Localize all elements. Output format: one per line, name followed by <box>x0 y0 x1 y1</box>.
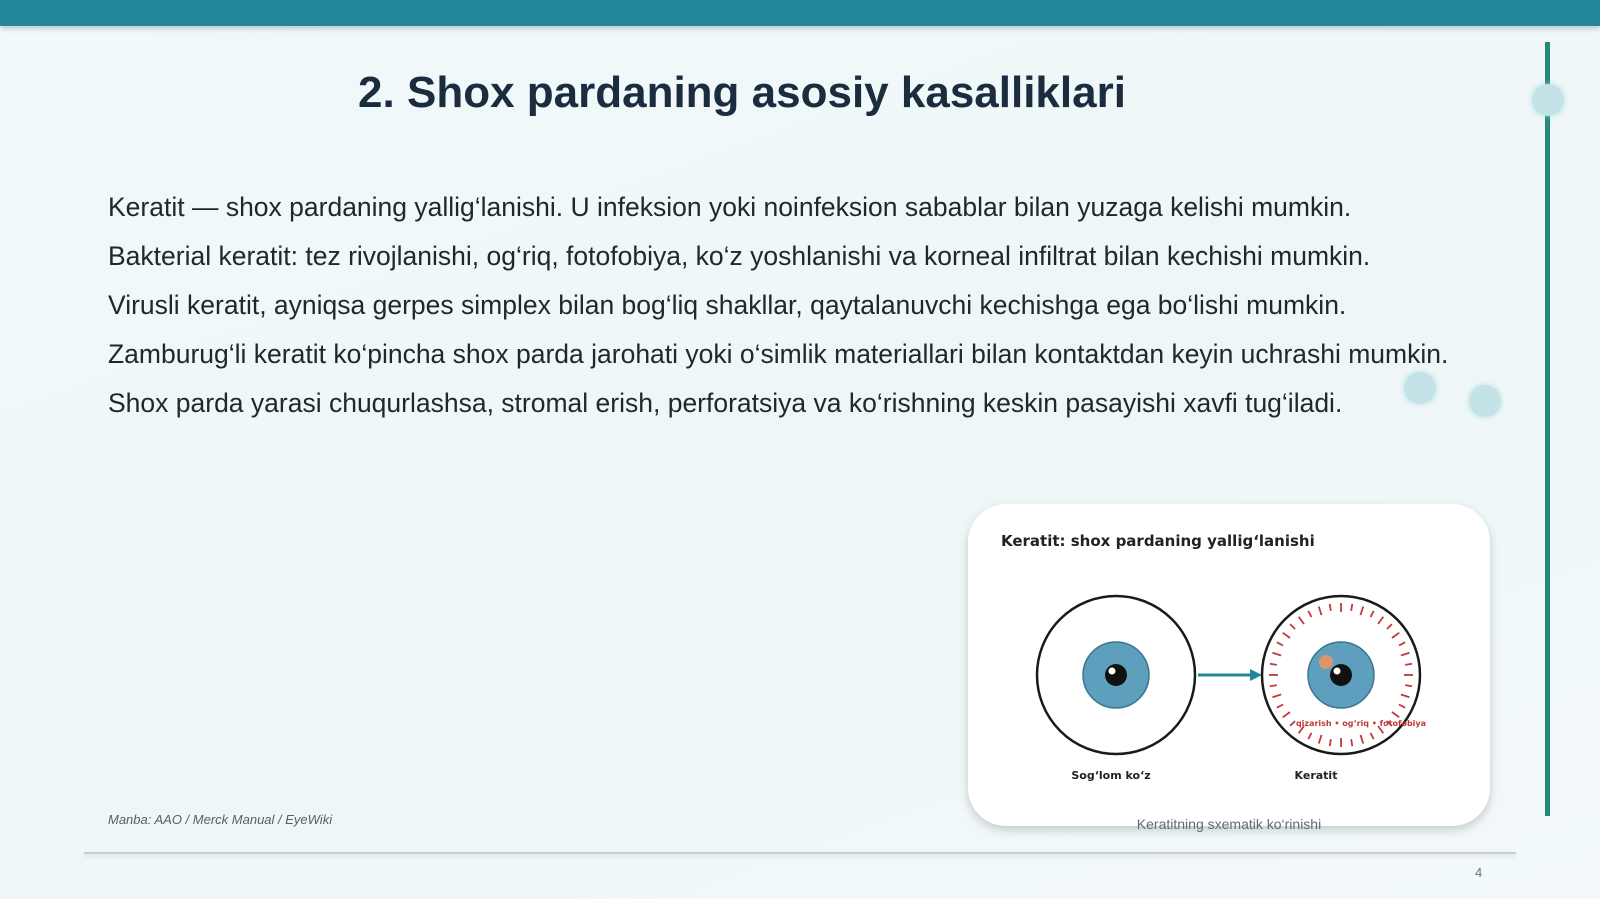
eye-diagram <box>968 504 1490 826</box>
infiltrate-lesion <box>1319 655 1333 669</box>
slide-title: 2. Shox pardaning asosiy kasalliklari <box>358 68 1126 117</box>
bullet-list <box>108 190 1488 435</box>
inflammation-tick <box>1405 685 1412 686</box>
healthy-eye <box>1037 596 1195 754</box>
figure-caption: Keratitning sxematik ko‘rinishi <box>1136 816 1322 832</box>
bullet-item: Virusli keratit, ayniqsa gerpes simplex bilan bog‘liq shakllar, qaytalanuvchi kechishga ega bo‘lishi mumkin. <box>108 290 1347 320</box>
keratitis-figure <box>968 504 1490 826</box>
inflammation-tick <box>1351 604 1352 611</box>
inflammation-tick <box>1330 739 1331 746</box>
healthy-eye-label: Sog‘lom ko‘z <box>1071 769 1151 782</box>
symptoms-label: qizarish • og‘riq • fotofobiya <box>1295 719 1427 728</box>
bullet-item: Zamburug‘li keratit ko‘pincha shox parda jarohati yoki o‘simlik materiallari bilan kontaktdan keyin uchrashi mumkin. <box>108 339 1449 369</box>
inflammation-tick <box>1405 664 1412 665</box>
inflammation-tick <box>1270 685 1277 686</box>
healthy-pupil <box>1105 664 1127 686</box>
top-accent-bar <box>0 0 1600 26</box>
bullet-item: Bakterial keratit: tez rivojlanishi, og‘riq, fotofobiya, ko‘z yoshlanishi va korneal infiltrat bilan kechishi mumkin. <box>108 241 1371 271</box>
right-accent-line <box>1545 42 1550 816</box>
keratitis-eye <box>1262 596 1420 754</box>
inflammation-tick <box>1351 739 1352 746</box>
bullet-item: Keratit — shox pardaning yallig‘lanishi. U infeksion yoki noinfeksion sabablar bilan yuzaga kelishi mumkin. <box>108 192 1352 222</box>
inflammation-tick <box>1270 664 1277 665</box>
inflammation-tick <box>1330 604 1331 611</box>
keratitis-eye-label: Keratit <box>1294 769 1338 782</box>
keratitis-pupil <box>1330 664 1352 686</box>
decorative-dot <box>1532 84 1564 116</box>
figure-title: Keratit: shox pardaning yallig‘lanishi <box>1001 532 1315 550</box>
arrow <box>1198 669 1262 681</box>
page-number: 4 <box>1475 865 1483 880</box>
footer-divider <box>84 852 1516 854</box>
source-note: Manba: AAO / Merck Manual / EyeWiki <box>108 812 333 827</box>
keratitis-highlight <box>1334 668 1341 675</box>
bullet-item: Shox parda yarasi chuqurlashsa, stromal erish, perforatsiya va ko‘rishning keskin pasayishi xavfi tug‘iladi. <box>108 388 1343 418</box>
healthy-highlight <box>1109 668 1116 675</box>
